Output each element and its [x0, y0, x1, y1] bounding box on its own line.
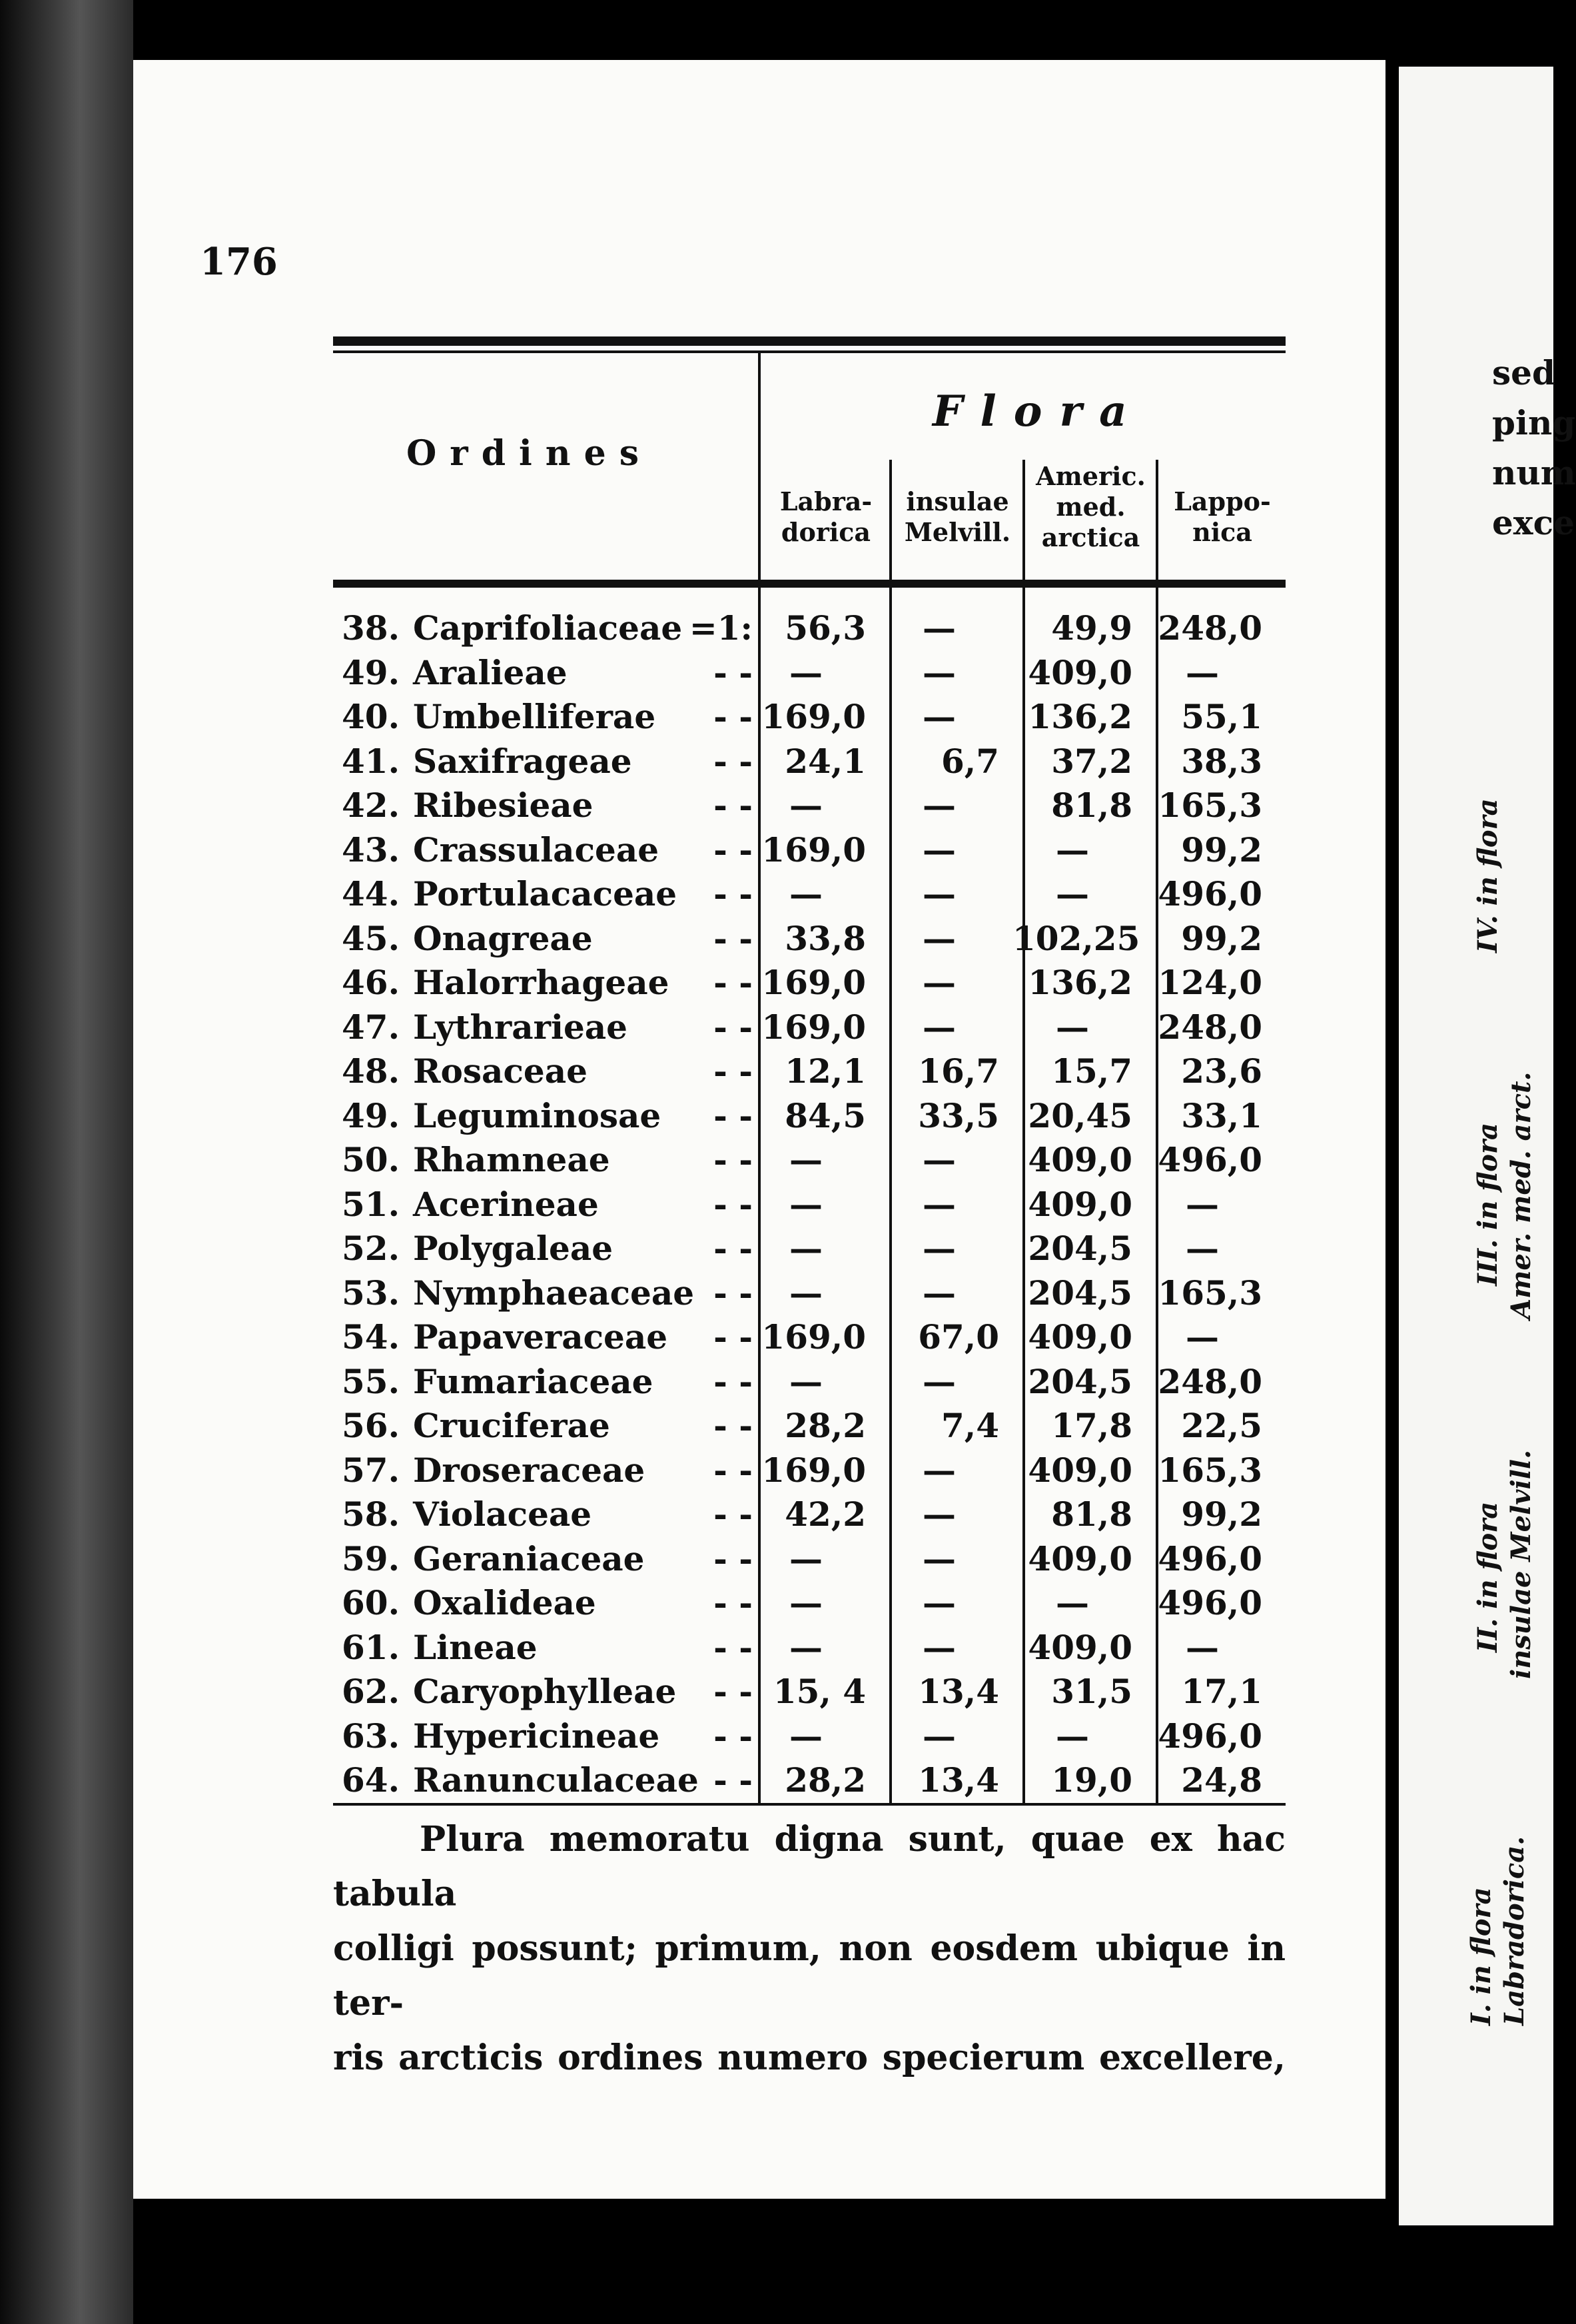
- cell-value: —: [1056, 1716, 1089, 1756]
- cell-value: —: [789, 1538, 823, 1578]
- cell-value: —: [789, 1583, 823, 1622]
- cell-value: —: [789, 1627, 823, 1667]
- cell-value: 49,9: [1051, 608, 1132, 648]
- ordo-name: Umbelliferae: [413, 697, 656, 736]
- table-bottom-rule: [333, 1803, 1286, 1806]
- facing-vertical-label: IV. in flora: [1472, 798, 1503, 953]
- table-row: [333, 1404, 1292, 1448]
- ordo-suffix: - -: [713, 1317, 753, 1357]
- row-number: 60.: [342, 1583, 400, 1622]
- cell-value: —: [923, 1627, 956, 1667]
- ordo-name: Rosaceae: [413, 1051, 588, 1091]
- facing-word: ping: [1492, 403, 1576, 442]
- ordo-suffix: - -: [713, 830, 753, 870]
- row-number: 63.: [342, 1716, 400, 1756]
- row-number: 38.: [342, 608, 400, 648]
- table-top-rule: [333, 336, 1286, 346]
- cell-value: 409,0: [1028, 1140, 1132, 1179]
- cell-value: 124,0: [1158, 963, 1262, 1002]
- cell-value: 169,0: [761, 1007, 866, 1047]
- cell-value: —: [1186, 1184, 1219, 1224]
- ordo-suffix: - -: [713, 786, 753, 825]
- cell-value: 28,2: [785, 1760, 866, 1800]
- facing-word: sed: [1492, 353, 1555, 392]
- row-number: 64.: [342, 1760, 400, 1800]
- cell-value: 13,4: [918, 1760, 999, 1800]
- cell-value: 409,0: [1028, 1450, 1132, 1490]
- cell-value: 17,1: [1181, 1672, 1262, 1711]
- row-number: 45.: [342, 918, 400, 958]
- ordo-suffix: - -: [713, 874, 753, 913]
- cell-value: 55,1: [1181, 697, 1262, 736]
- facing-vertical-label: I. in flora: [1465, 1887, 1497, 2026]
- row-number: 48.: [342, 1051, 400, 1091]
- book-spine: [0, 0, 133, 2324]
- ordo-name: Papaveraceae: [413, 1317, 668, 1357]
- facing-vertical-label: III. in flora: [1472, 1123, 1503, 1286]
- cell-value: 99,2: [1181, 1494, 1262, 1534]
- row-number: 43.: [342, 830, 400, 870]
- column-header-melvill: insulae Melvill.: [904, 486, 1011, 547]
- row-number: 55.: [342, 1361, 400, 1401]
- table-row: [333, 695, 1292, 739]
- facing-vertical-label: II. in flora: [1472, 1501, 1503, 1652]
- cell-value: 24,8: [1181, 1760, 1262, 1800]
- ordo-suffix: - -: [713, 1538, 753, 1578]
- cell-value: 169,0: [761, 697, 866, 736]
- ordo-name: Halorrhageae: [413, 963, 669, 1002]
- cell-value: —: [923, 1273, 956, 1313]
- table-row: [333, 1183, 1292, 1227]
- row-number: 50.: [342, 1140, 400, 1179]
- table-top-rule-thin: [333, 350, 1286, 353]
- ordo-name: Crassulaceae: [413, 830, 659, 870]
- cell-value: —: [789, 1716, 823, 1756]
- ordo-suffix: - -: [713, 1627, 753, 1667]
- ordo-name: Leguminosae: [413, 1095, 661, 1135]
- table-row: [333, 1537, 1292, 1581]
- row-number: 40.: [342, 697, 400, 736]
- cell-value: 409,0: [1028, 1317, 1132, 1357]
- row-number: 49.: [342, 652, 400, 692]
- cell-value: 12,1: [785, 1051, 866, 1091]
- cell-value: 248,0: [1158, 1361, 1262, 1401]
- cell-value: 20,45: [1028, 1095, 1132, 1135]
- ordo-suffix: - -: [713, 1273, 753, 1313]
- row-number: 58.: [342, 1494, 400, 1534]
- ordo-suffix: - -: [713, 1229, 753, 1268]
- ordo-suffix: - -: [713, 1007, 753, 1047]
- table-row: [333, 606, 1292, 650]
- cell-value: —: [923, 1140, 956, 1179]
- table-row: [333, 1581, 1292, 1625]
- row-number: 53.: [342, 1273, 400, 1313]
- cell-value: —: [923, 918, 956, 958]
- table-row: [333, 1049, 1292, 1093]
- paragraph-line: colligi possunt; primum, non eosdem ubique in ter-: [333, 1928, 1286, 2024]
- cell-value: —: [923, 786, 956, 825]
- page-number: 176: [200, 240, 278, 284]
- table-row: [333, 917, 1292, 961]
- ordo-suffix: - -: [713, 697, 753, 736]
- cell-value: 38,3: [1181, 741, 1262, 781]
- table-row: [333, 1626, 1292, 1670]
- cell-value: —: [1056, 874, 1089, 913]
- ordo-suffix: - -: [713, 1672, 753, 1711]
- cell-value: 84,5: [785, 1095, 866, 1135]
- ordo-name: Fumariaceae: [413, 1361, 653, 1401]
- cell-value: 81,8: [1051, 786, 1132, 825]
- cell-value: —: [789, 1184, 823, 1224]
- cell-value: —: [1186, 1229, 1219, 1268]
- cell-value: —: [923, 697, 956, 736]
- cell-value: —: [789, 874, 823, 913]
- cell-value: —: [1056, 830, 1089, 870]
- ordo-name: Lineae: [413, 1627, 538, 1667]
- ordo-name: Oxalideae: [413, 1583, 596, 1622]
- facing-word: exce: [1492, 503, 1575, 542]
- table-row: [333, 1492, 1292, 1536]
- ordo-suffix: - -: [713, 918, 753, 958]
- paragraph-line: ris arcticis ordines numero specierum excellere,: [333, 2037, 1286, 2078]
- cell-value: 169,0: [761, 963, 866, 1002]
- cell-value: 136,2: [1028, 697, 1132, 736]
- ordo-suffix: - -: [713, 1760, 753, 1800]
- cell-value: 31,5: [1051, 1672, 1132, 1711]
- table-row: [333, 1758, 1292, 1802]
- cell-value: 22,5: [1181, 1406, 1262, 1445]
- ordo-name: Ribesieae: [413, 786, 593, 825]
- ordo-name: Lythrarieae: [413, 1007, 627, 1047]
- ordo-suffix: - -: [713, 1361, 753, 1401]
- cell-value: 409,0: [1028, 1538, 1132, 1578]
- ordo-name: Acerineae: [413, 1184, 599, 1224]
- row-number: 49.: [342, 1095, 400, 1135]
- column-header-lapponica: Lappo- nica: [1174, 486, 1271, 547]
- ordo-suffix: - -: [713, 963, 753, 1002]
- table-row: [333, 1005, 1292, 1049]
- cell-value: —: [923, 963, 956, 1002]
- cell-value: 248,0: [1158, 608, 1262, 648]
- cell-value: 496,0: [1158, 1538, 1262, 1578]
- row-number: 62.: [342, 1672, 400, 1711]
- table-row: [333, 1138, 1292, 1182]
- ordo-suffix: - -: [713, 741, 753, 781]
- ordo-suffix: - -: [713, 652, 753, 692]
- table-header-rule: [333, 580, 1286, 588]
- row-number: 51.: [342, 1184, 400, 1224]
- cell-value: —: [923, 1184, 956, 1224]
- ordo-suffix: - -: [713, 1051, 753, 1091]
- row-number: 56.: [342, 1406, 400, 1445]
- cell-value: 409,0: [1028, 1627, 1132, 1667]
- cell-value: —: [923, 830, 956, 870]
- table-row: [333, 828, 1292, 872]
- cell-value: 169,0: [761, 1317, 866, 1357]
- cell-value: —: [923, 1450, 956, 1490]
- cell-value: 33,5: [918, 1095, 999, 1135]
- row-number: 61.: [342, 1627, 400, 1667]
- cell-value: 33,8: [785, 918, 866, 958]
- cell-value: 6,7: [941, 741, 999, 781]
- cell-value: 496,0: [1158, 1716, 1262, 1756]
- cell-value: 409,0: [1028, 1184, 1132, 1224]
- cell-value: —: [923, 1361, 956, 1401]
- row-number: 57.: [342, 1450, 400, 1490]
- cell-value: —: [789, 652, 823, 692]
- cell-value: 56,3: [785, 608, 866, 648]
- cell-value: —: [923, 652, 956, 692]
- table-row: [333, 961, 1292, 1005]
- cell-value: 496,0: [1158, 874, 1262, 913]
- cell-value: —: [1056, 1007, 1089, 1047]
- ordo-suffix: - -: [713, 1716, 753, 1756]
- cell-value: —: [789, 1229, 823, 1268]
- page-right: [1399, 67, 1576, 2225]
- column-header-americ: Americ. med. arctica: [1036, 461, 1146, 552]
- cell-value: 102,25: [1012, 918, 1140, 958]
- cell-value: —: [1186, 1317, 1219, 1357]
- ordo-suffix: - -: [713, 1406, 753, 1445]
- cell-value: 17,8: [1051, 1406, 1132, 1445]
- ordo-name: Aralieae: [413, 652, 568, 692]
- ordo-suffix: - -: [713, 1583, 753, 1622]
- cell-value: 7,4: [941, 1406, 999, 1445]
- row-number: 54.: [342, 1317, 400, 1357]
- facing-word: num: [1492, 453, 1576, 492]
- ordo-name: Onagreae: [413, 918, 593, 958]
- cell-value: 15, 4: [773, 1672, 866, 1711]
- cell-value: 136,2: [1028, 963, 1132, 1002]
- cell-value: 33,1: [1181, 1095, 1262, 1135]
- ordo-suffix: - -: [713, 1140, 753, 1179]
- cell-value: 204,5: [1028, 1361, 1132, 1401]
- facing-vertical-label: Labradorica.: [1499, 1836, 1530, 2026]
- facing-vertical-label: insulae Melvill.: [1505, 1449, 1537, 1679]
- table-row: [333, 784, 1292, 828]
- cell-value: —: [923, 874, 956, 913]
- cell-value: 165,3: [1158, 1450, 1262, 1490]
- column-header-labradorica: Labra- dorica: [779, 486, 873, 547]
- table-row: [333, 1714, 1292, 1758]
- cell-value: —: [1056, 1583, 1089, 1622]
- cell-value: 169,0: [761, 830, 866, 870]
- cell-value: 99,2: [1181, 918, 1262, 958]
- cell-value: 15,7: [1051, 1051, 1132, 1091]
- table-row: [333, 1360, 1292, 1404]
- cell-value: —: [789, 1140, 823, 1179]
- ordo-name: Saxifrageae: [413, 741, 632, 781]
- cell-value: —: [789, 1361, 823, 1401]
- row-number: 42.: [342, 786, 400, 825]
- table-row: [333, 1449, 1292, 1492]
- cell-value: 248,0: [1158, 1007, 1262, 1047]
- cell-value: —: [923, 1007, 956, 1047]
- cell-value: 165,3: [1158, 786, 1262, 825]
- row-number: 41.: [342, 741, 400, 781]
- ordo-suffix: - -: [713, 1095, 753, 1135]
- ordo-name: Rhamneae: [413, 1140, 610, 1179]
- paragraph-line: Plura memoratu digna sunt, quae ex hac tabula: [333, 1819, 1286, 1914]
- header-flora: Flora: [933, 386, 1144, 436]
- row-number: 44.: [342, 874, 400, 913]
- cell-value: 37,2: [1051, 741, 1132, 781]
- table-row: [333, 740, 1292, 784]
- table-row: [333, 1227, 1292, 1271]
- table-row: [333, 1315, 1292, 1359]
- ordo-name: Nymphaeaceae: [413, 1273, 695, 1313]
- ordo-name: Violaceae: [413, 1494, 592, 1534]
- facing-vertical-label: Amer. med. arct.: [1505, 1071, 1537, 1319]
- cell-value: 496,0: [1158, 1583, 1262, 1622]
- table-row: [333, 1094, 1292, 1138]
- cell-value: 42,2: [785, 1494, 866, 1534]
- body-paragraph: [333, 1812, 1286, 2085]
- cell-value: 169,0: [761, 1450, 866, 1490]
- row-number: 59.: [342, 1538, 400, 1578]
- cell-value: 19,0: [1051, 1760, 1132, 1800]
- ordo-name: Hypericineae: [413, 1716, 660, 1756]
- ordo-name: Geraniaceae: [413, 1538, 645, 1578]
- ordo-suffix: - -: [713, 1184, 753, 1224]
- cell-value: 204,5: [1028, 1273, 1132, 1313]
- ordo-name: Portulacaceae: [413, 874, 677, 913]
- ordo-suffix: - -: [713, 1494, 753, 1534]
- cell-value: 81,8: [1051, 1494, 1132, 1534]
- ordo-name: Caprifoliaceae: [413, 608, 683, 648]
- cell-value: —: [1186, 1627, 1219, 1667]
- cell-value: —: [1186, 652, 1219, 692]
- cell-value: —: [789, 1273, 823, 1313]
- table-row: [333, 1670, 1292, 1714]
- header-ordines: Ordines: [406, 433, 652, 474]
- row-number: 47.: [342, 1007, 400, 1047]
- ordo-name: Polygaleae: [413, 1229, 613, 1268]
- table-row: [333, 1271, 1292, 1315]
- ordo-name: Droseraceae: [413, 1450, 645, 1490]
- ordo-name: Caryophylleae: [413, 1672, 677, 1711]
- cell-value: 99,2: [1181, 830, 1262, 870]
- cell-value: —: [789, 786, 823, 825]
- cell-value: 67,0: [918, 1317, 999, 1357]
- cell-value: —: [923, 1538, 956, 1578]
- row-number: 52.: [342, 1229, 400, 1268]
- ordo-name: Ranunculaceae: [413, 1760, 699, 1800]
- cell-value: 23,6: [1181, 1051, 1262, 1091]
- cell-value: 24,1: [785, 741, 866, 781]
- cell-value: —: [923, 1716, 956, 1756]
- cell-value: 204,5: [1028, 1229, 1132, 1268]
- ordo-suffix: =1:: [689, 608, 753, 648]
- table-row: [333, 872, 1292, 916]
- row-number: 46.: [342, 963, 400, 1002]
- cell-value: 496,0: [1158, 1140, 1262, 1179]
- cell-value: 13,4: [918, 1672, 999, 1711]
- cell-value: —: [923, 608, 956, 648]
- cell-value: —: [923, 1229, 956, 1268]
- ordo-name: Cruciferae: [413, 1406, 610, 1445]
- cell-value: —: [923, 1583, 956, 1622]
- cell-value: 16,7: [918, 1051, 999, 1091]
- cell-value: 409,0: [1028, 652, 1132, 692]
- cell-value: 28,2: [785, 1406, 866, 1445]
- table-row: [333, 651, 1292, 695]
- cell-value: 165,3: [1158, 1273, 1262, 1313]
- ordo-suffix: - -: [713, 1450, 753, 1490]
- cell-value: —: [923, 1494, 956, 1534]
